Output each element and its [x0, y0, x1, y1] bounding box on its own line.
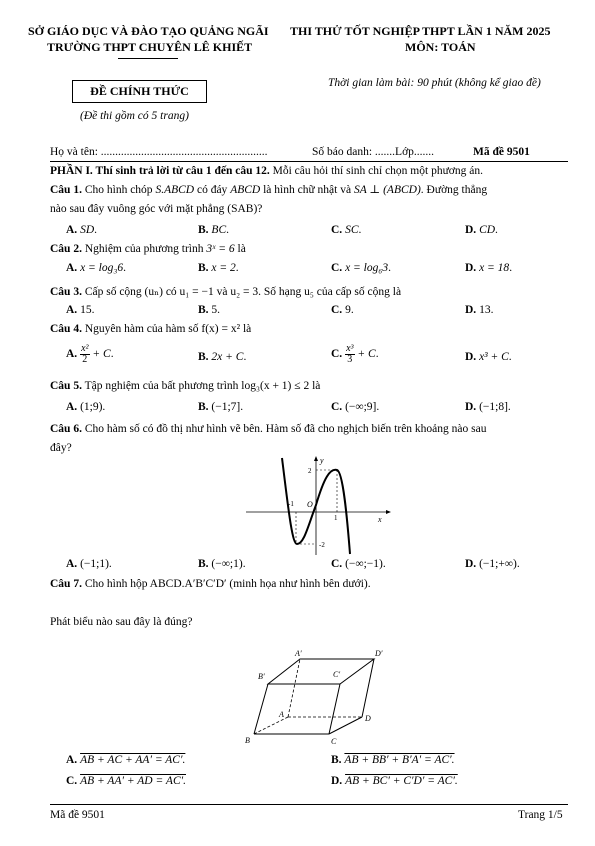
q5-letter-d: D.: [465, 401, 477, 413]
q3-letter-d: D.: [465, 304, 477, 316]
q1-option-d[interactable]: D. CD.: [465, 224, 498, 236]
school-underline: [118, 58, 178, 59]
q6-value-d: (−1;+∞).: [479, 558, 520, 570]
q4-fraction-c: [345, 344, 354, 365]
box-label-a: A: [279, 710, 284, 719]
q6-letter-b: B.: [198, 558, 209, 570]
exam-code: Mã đề 9501: [473, 146, 530, 158]
q3-option-a[interactable]: [66, 304, 94, 316]
q1-option-a[interactable]: A. SD.: [66, 224, 97, 236]
q1-text3: là hình chữ nhật và: [260, 184, 354, 196]
q1-letter-a: A.: [66, 224, 78, 236]
q7-text: Cho hình hộp ABCD.A′B′C′D′ (minh họa như hình bên dưới).: [81, 578, 371, 590]
q5-letter-c: C.: [331, 401, 343, 413]
q7-option-a[interactable]: [66, 754, 185, 766]
department-name: SỞ GIÁO DỤC VÀ ĐÀO TẠO QUẢNG NGÃI: [28, 24, 269, 38]
candidate-line-rule: [50, 161, 568, 162]
box-label-d1: D′: [375, 649, 383, 658]
q7-option-d[interactable]: [331, 775, 458, 787]
q7-value-c: AB + AA′ + AD = AC′.: [80, 775, 186, 787]
question-7: [50, 578, 371, 590]
graph-x-arrow: [386, 510, 391, 514]
q1-line2: nào sau đây vuông góc với mặt phẳng (SAB)?: [50, 203, 263, 215]
box-label-a1: A′: [295, 649, 302, 658]
q2-option-a[interactable]: A. x = log₃6.: [66, 262, 126, 274]
q7-parallelepiped-figure: [244, 646, 394, 746]
footer-exam-code: Mã đề 9501: [50, 809, 105, 821]
q3-value-c: 9.: [345, 304, 354, 316]
graph-tick-minus1: -1: [288, 500, 294, 508]
q4-label: Câu 4.: [50, 323, 82, 335]
q5-value-a: (1;9).: [80, 401, 106, 413]
q1-text4: . Đường thẳng: [420, 184, 488, 196]
q1-condition: SA ⊥ (ABCD): [353, 184, 421, 196]
candidate-id-field: Số báo danh: .......Lớp.......: [312, 146, 435, 158]
q1-abcd: ABCD: [230, 184, 261, 196]
q1-text2: có đáy: [194, 184, 231, 196]
part1-heading: [50, 165, 483, 177]
graph-tick-1: 1: [334, 514, 338, 522]
q1-value-b: BC: [211, 224, 227, 236]
q4-tail-c: + C: [354, 348, 376, 361]
part1-subtitle: Mỗi câu hỏi thí sinh chỉ chọn một phương án.: [269, 165, 483, 177]
question-6: [50, 423, 486, 435]
q7-letter-b: B.: [331, 754, 342, 766]
q6-letter-a: A.: [66, 558, 78, 570]
q3-label: Câu 3.: [50, 286, 82, 298]
q4-den-c: 3: [347, 354, 353, 365]
graph-origin-label: O: [307, 500, 313, 509]
q4-text: Nguyên hàm của hàm số f(x) = x² là: [81, 323, 252, 335]
question-2: [50, 243, 246, 255]
official-exam-box: ĐỀ CHÍNH THỨC: [72, 80, 207, 103]
box-label-b: B: [245, 736, 250, 745]
q3-letter-a: A.: [66, 304, 78, 316]
graph-tick-2: 2: [308, 467, 312, 475]
box-edge-cd: [329, 717, 362, 734]
q1-sabcd: S.ABCD: [155, 184, 195, 196]
q6-text: Cho hàm số có đồ thị như hình vẽ bên. Hàm số đã cho nghịch biến trên khoảng nào sau: [81, 423, 487, 435]
q1-letter-d: D.: [465, 224, 477, 236]
footer-rule: [50, 804, 568, 805]
q5-label: Câu 5.: [50, 380, 82, 392]
q7-letter-a: A.: [66, 754, 78, 766]
footer-page-number: Trang 1/5: [518, 809, 563, 821]
q7-value-a: AB + AC + AA′ = AC′.: [80, 754, 186, 766]
q2-value-b: x = 2: [211, 262, 236, 274]
q5-value-b: (−1;7].: [211, 401, 244, 413]
q3-value-b: 5.: [211, 304, 221, 316]
q4-num-c: x³: [346, 343, 354, 354]
q7-prompt: Phát biểu nào sau đây là đúng?: [50, 616, 193, 628]
q4-option-b[interactable]: B. 2x + C.: [198, 351, 247, 363]
q3-letter-b: B.: [198, 304, 209, 316]
q2-letter-c: C.: [331, 262, 343, 274]
box-label-d: D: [365, 714, 371, 723]
box-edge-dd1: [362, 659, 374, 717]
q2-letter-a: A.: [66, 262, 78, 274]
q7-letter-d: D.: [331, 775, 343, 787]
q6-option-a[interactable]: [66, 558, 112, 570]
question-5: [50, 380, 320, 392]
q4-letter-c: C.: [331, 348, 343, 361]
q3-option-b[interactable]: [198, 304, 220, 316]
q2-letter-b: B.: [198, 262, 209, 274]
q7-option-c[interactable]: [66, 775, 186, 787]
q4-value-b: 2x + C: [211, 351, 244, 363]
q2-value-a: x = log₃6: [80, 262, 124, 274]
q2-value-c: x = log₆3: [345, 262, 389, 274]
q2-option-d[interactable]: D. x = 18.: [465, 262, 513, 274]
q5-text: Tập nghiệm của bất phương trình log₃(x + 1) ≤ 2 là: [81, 380, 321, 392]
q6-value-c: (−∞;−1).: [345, 558, 386, 570]
q2-equation: 3ˣ = 6: [206, 243, 235, 255]
q1-letter-b: B.: [198, 224, 209, 236]
q2-option-b[interactable]: B. x = 2.: [198, 262, 239, 274]
q6-value-b: (−∞;1).: [211, 558, 246, 570]
q5-value-c: (−∞;9].: [345, 401, 380, 413]
q1-value-d: CD: [479, 224, 496, 236]
q1-label: Câu 1.: [50, 184, 82, 196]
q2-letter-d: D.: [465, 262, 477, 274]
q7-letter-c: C.: [66, 775, 78, 787]
box-label-b1: B′: [258, 672, 265, 681]
q3-text: Cấp số cộng (uₙ) có u₁ = −1 và u₂ = 3. Số hạng u₅ của cấp số cộng là: [81, 286, 402, 298]
q4-option-c[interactable]: C. $\frac{\text{x³}}{3}$ + C.: [331, 343, 379, 365]
school-name: TRƯỜNG THPT CHUYÊN LÊ KHIẾT: [47, 40, 253, 54]
q4-letter-d: D.: [465, 351, 477, 363]
q1-text: Cho hình chóp: [81, 184, 156, 196]
subject-title: MÔN: TOÁN: [405, 40, 476, 54]
q6-value-a: (−1;1).: [80, 558, 112, 570]
q6-letter-c: C.: [331, 558, 343, 570]
box-label-c1: C′: [333, 670, 341, 679]
part1-title: PHẦN I. Thí sinh trả lời từ câu 1 đến câu 12.: [50, 165, 270, 177]
q3-option-c[interactable]: [331, 304, 354, 316]
graph-y-label: y: [320, 456, 324, 465]
q7-label: Câu 7.: [50, 578, 82, 590]
graph-tick-minus2: -2: [319, 541, 325, 549]
q2-text: Nghiệm của phương trình: [81, 243, 207, 255]
q4-letter-b: B.: [198, 351, 209, 363]
q7-value-d: AB + BC′ + C′D′ = AC′.: [345, 775, 458, 787]
q6-option-d[interactable]: [465, 558, 520, 570]
question-3: [50, 284, 401, 298]
box-edge-bb1: [254, 684, 268, 734]
q3-option-d[interactable]: [465, 304, 493, 316]
box-top-face: [268, 659, 374, 684]
q5-option-b[interactable]: [198, 401, 243, 413]
q1-value-a: SD: [80, 224, 95, 236]
box-edge-cc1: [329, 684, 340, 734]
q2-tail: là: [234, 243, 246, 255]
q5-option-a[interactable]: [66, 401, 105, 413]
q4-fraction-a: [80, 344, 89, 365]
q6-letter-d: D.: [465, 558, 477, 570]
q6-option-b[interactable]: [198, 558, 246, 570]
q6-line2: đây?: [50, 442, 72, 454]
candidate-name-field: Họ và tên: ..........................................................: [50, 146, 268, 158]
q4-value-d: x³ + C: [479, 351, 509, 363]
q5-letter-b: B.: [198, 401, 209, 413]
q1-letter-c: C.: [331, 224, 343, 236]
q3-letter-c: C.: [331, 304, 343, 316]
q1-option-c[interactable]: C. SC.: [331, 224, 362, 236]
question-1: [50, 182, 487, 196]
box-hidden-ab: [254, 717, 288, 734]
q3-value-d: 13.: [479, 304, 494, 316]
q4-option-a[interactable]: A. $\frac{\text{x²}}{2}$ + C.: [66, 343, 114, 365]
box-hidden-aa1: [288, 659, 300, 717]
q5-option-c[interactable]: [331, 401, 379, 413]
q2-label: Câu 2.: [50, 243, 82, 255]
q6-function-graph: [246, 456, 396, 556]
q7-option-b[interactable]: [331, 754, 455, 766]
pages-note: (Đề thi gồm có 5 trang): [80, 110, 189, 122]
q6-option-c[interactable]: [331, 558, 386, 570]
q3-value-a: 15.: [80, 304, 95, 316]
q4-tail-a: + C: [89, 348, 111, 361]
q7-value-b: AB + BB′ + B′A′ = AC′.: [344, 754, 455, 766]
q4-den-a: 2: [82, 354, 88, 365]
exam-title: THI THỬ TỐT NGHIỆP THPT LẦN 1 NĂM 2025: [290, 24, 551, 38]
question-4: [50, 323, 251, 335]
q5-value-d: (−1;8].: [479, 401, 511, 413]
q5-letter-a: A.: [66, 401, 78, 413]
q4-option-d[interactable]: D. x³ + C.: [465, 351, 512, 363]
box-label-c: C: [331, 737, 337, 746]
q5-option-d[interactable]: [465, 401, 511, 413]
graph-x-label: x: [378, 515, 382, 524]
q2-value-d: x = 18: [479, 262, 510, 274]
time-note: Thời gian làm bài: 90 phút (không kể giao đề): [328, 77, 541, 89]
q6-label: Câu 6.: [50, 423, 82, 435]
q1-value-c: SC: [345, 224, 359, 236]
q1-option-b[interactable]: B. BC.: [198, 224, 229, 236]
q2-option-c[interactable]: C. x = log₆3.: [331, 262, 391, 274]
graph-y-arrow: [314, 456, 318, 461]
q4-num-a: x²: [81, 343, 89, 354]
q4-letter-a: A.: [66, 348, 78, 361]
